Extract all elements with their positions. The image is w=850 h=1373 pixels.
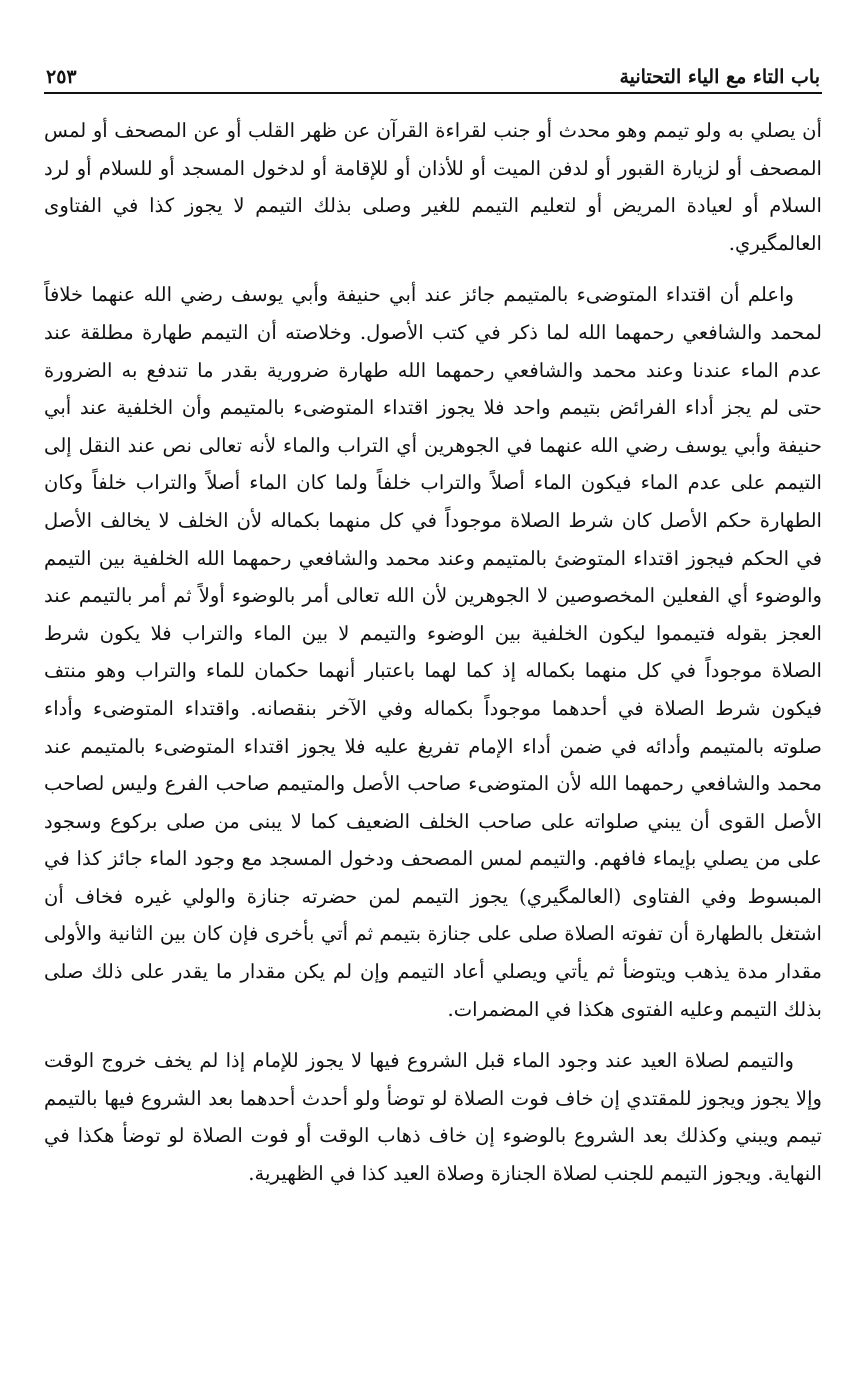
chapter-title: باب التاء مع الياء التحتانية <box>619 66 820 88</box>
paragraph-1: أن يصلي به ولو تيمم وهو محدث أو جنب لقراءة القرآن عن ظهر القلب أو عن المصحف أو لمس المصحف أو لزيارة القبور أو لدفن الميت أو للأذان أو للإقامة أو لدخول المسجد أو للسلام أو لرد السلام أو لعيادة المريض أو لتعليم التيمم للغير وصلى بذلك التيمم لا يجوز كذا في الفتاوى العالمگيري. <box>44 119 822 255</box>
page-number: ٢٥٣ <box>46 66 77 88</box>
running-header <box>44 50 822 94</box>
body-text <box>44 112 822 1193</box>
paragraph-2: واعلم أن اقتداء المتوضىء بالمتيمم جائز عند أبي حنيفة وأبي يوسف رضي الله عنهما خلافاً لمحمد والشافعي رحمهما الله لما ذكر في كتب الأصول. وخلاصته أن التيمم طهارة مطلقة عند عدم الماء عندنا وعند محمد والشافعي رحمهما الله طهارة ضرورية بقدر ما تندفع به الضرورة حتى لم يجز أداء الفرائض بتيمم واحد فلا يجوز اقتداء المتوضىء بالمتيمم وأن الخلفية عند أبي حنيفة وأبي يوسف رضي الله عنهما في الجوهرين أي التراب والماء لأنه تعالى نص عند النقل إلى التيمم على عدم الماء فيكون الماء أصلاً والتراب خلفاً ولما كان الماء أصلاً والتراب خلفاً وكان الطهارة حكم الأصل كان شرط الصلاة موجوداً في كل منهما بكماله لأن الخلف لا يخالف الأصل في الحكم فيجوز اقتداء المتوضئ بالمتيمم وعند محمد والشافعي رحمهما الله الخلفية بين التيمم والوضوء أي الفعلين المخصوصين لا الجوهرين لأن الله تعالى أمر بالوضوء أولاً ثم أمر بالتيمم عند العجز بقوله فتيمموا ليكون الخلفية بين الوضوء والتيمم لا بين الماء والتراب فلا يكون شرط الصلاة موجوداً في كل منهما بكماله إذ كما لهما باعتبار أنهما حكمان للماء والتراب وهو منتف فيكون شرط الصلاة في أحدهما موجوداً بكماله وفي الآخر بنقصانه. واقتداء المتوضىء وأداء صلوته بالمتيمم وأدائه في ضمن أداء الإمام تفريغ عليه فلا يجوز اقتداء المتوضىء بالمتيمم عند محمد والشافعي رحمهما الله لأن المتوضىء صاحب الأصل والمتيمم صاحب الفرع وليس لصاحب الأصل القوى أن يبني صلواته على صاحب الخلف الضعيف كما لا يبنى من صلى بركوع وسجود على من يصلي بإيماء فافهم. والتيمم لمس المصحف ودخول المسجد مع وجود الماء جائز كذا في المبسوط وفي الفتاوى (العالمگيري) يجوز التيمم لمن حضرته جنازة والولي غيره فخاف أن اشتغل بالطهارة أن تفوته الصلاة صلى على جنازة بتيمم ثم أتي بأخرى فإن كان بين الثانية والأولى مقدار مدة يذهب ويتوضأ ثم يأتي ويصلي أعاد التيمم وإن لم يكن مقدار ما يقدر على ذلك صلى بذلك التيمم وعليه الفتوى هكذا في المضمرات. <box>44 283 822 1021</box>
book-page <box>44 50 822 1193</box>
paragraph-3: والتيمم لصلاة العيد عند وجود الماء قبل الشروع فيها لا يجوز للإمام إذا لم يخف خروج الوقت وإلا يجوز ويجوز للمقتدي إن خاف فوت الصلاة لو توضأ ولو أحدث أحدهما بعد الشروع فيها بالتيمم تيمم ويبني وكذلك بعد الشروع بالوضوء إن خاف ذهاب الوقت أو فوت الصلاة لو توضأ هكذا في النهاية. ويجوز التيمم للجنب لصلاة الجنازة وصلاة العيد كذا في الظهيرية. <box>44 1049 822 1186</box>
